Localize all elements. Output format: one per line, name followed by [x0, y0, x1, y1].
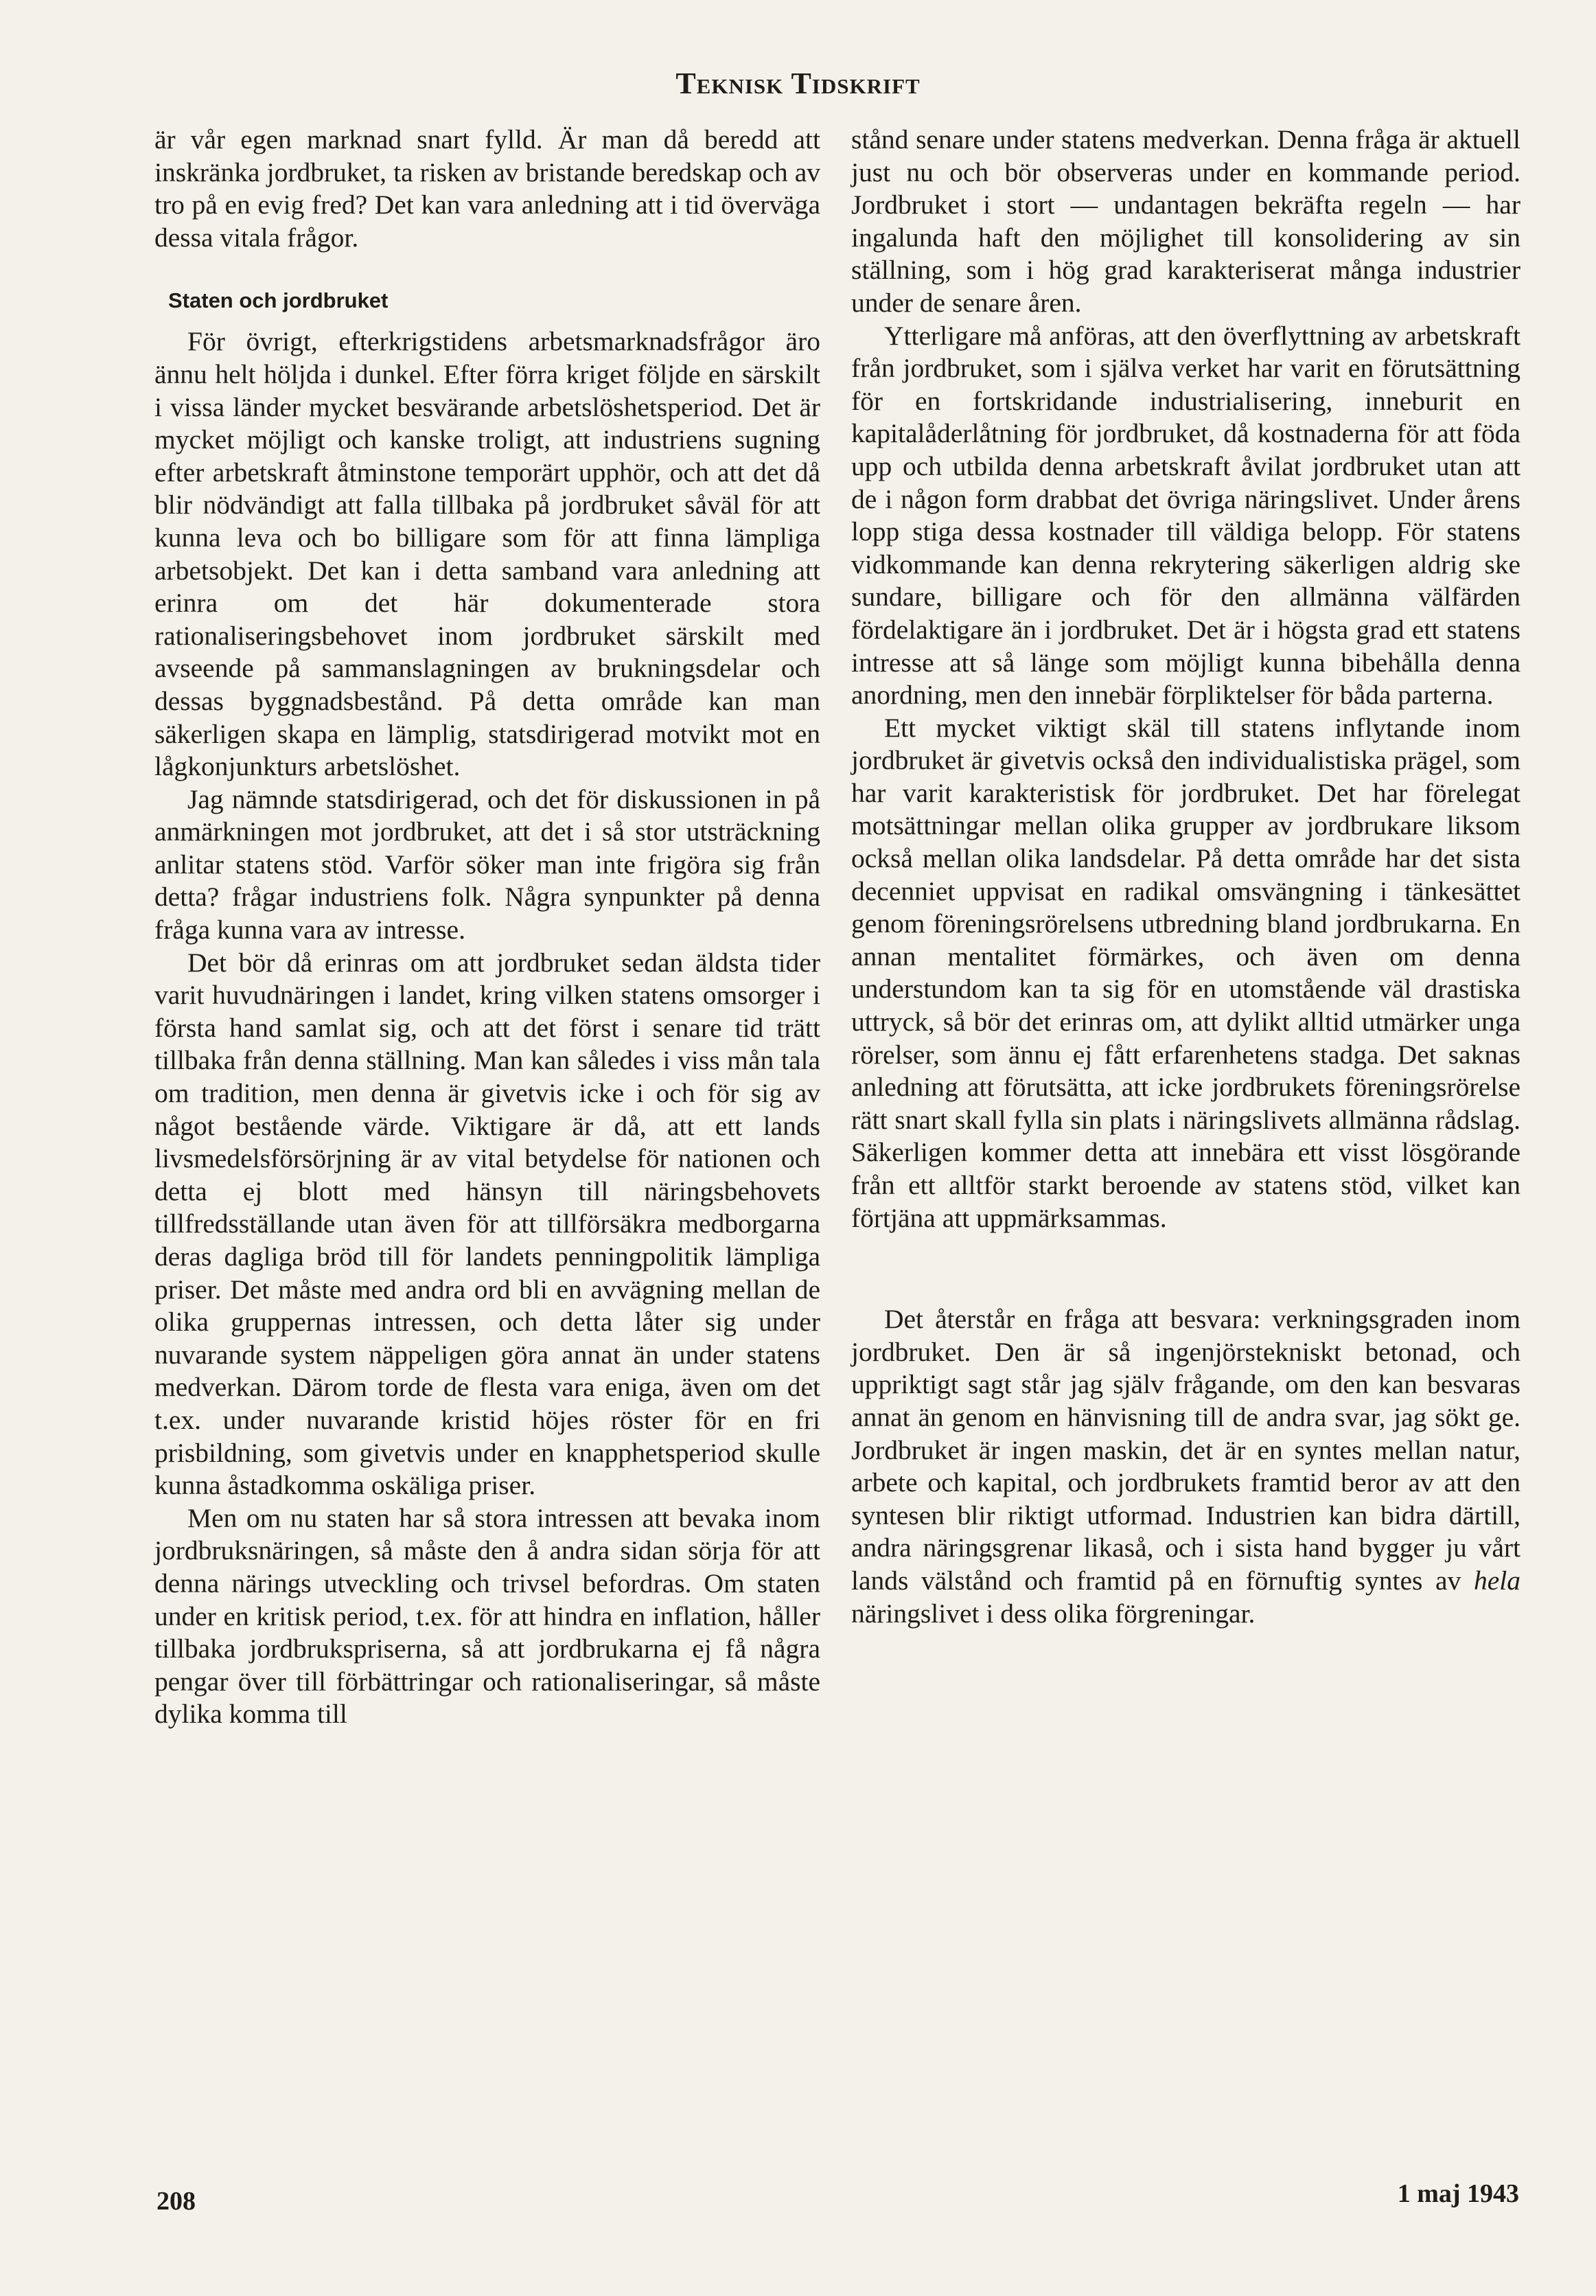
journal-header: Teknisk Tidskrift: [675, 67, 921, 100]
issue-date: 1 maj 1943: [1397, 2179, 1519, 2208]
closing-text-end: näringslivet i dess olika förgreningar.: [851, 1598, 1256, 1629]
section-gap: [851, 1235, 1520, 1303]
paragraph: Ett mycket viktigt skäl till statens inflytande inom jordbruket är givetvis också den individualistiska prägel, som har varit karakteristisk för jordbruket. Det har förelegat motsättningar mellan olika grupper av jordbrukare liksom också mellan olika landsdelar. På detta område har det sista decenniet uppvisat en radikal omsvängning i tänkesättet genom föreningsrörelsens utbredning bland jordbrukarna. En annan mentalitet förmärkes, och även om denna understundom kan ta sig för en utomstående väl drastiska uttryck, så bör det erinras om, att dylikt alltid utmärker unga rörelser, som ännu ej fått erfarenhetens stadga. Det saknas anledning att förutsätta, att icke jordbrukets föreningsrörelse rätt snart skall fylla sin plats i näringslivets allmänna rådslag. Säkerligen kommer detta att innebära ett visst lösgörande från ett alltför starkt beroende av statens stöd, vilket kan förtjäna att uppmärksammas.: [851, 712, 1520, 1233]
paragraph: Jag nämnde statsdirigerad, och det för diskussionen in på anmärkningen mot jordbruket, att det i så stor utsträckning anlitar statens stöd. Varför söker man inte frigöra sig från detta? frågar industriens folk. Några synpunkter på denna fråga kunna vara av intresse.: [154, 783, 820, 945]
emphasis-text: hela: [1473, 1565, 1520, 1596]
paragraph: stånd senare under statens medverkan. Denna fråga är aktuell just nu och bör observeras under en kommande period. Jordbruket i stort — undantagen bekräfta regeln — har ingalunda haft den möjlighet till konsolidering av sin ställning, som i hög grad karakteriserat många industrier under de senare åren.: [851, 124, 1520, 318]
right-column: [851, 124, 1520, 1630]
section-heading: Staten och jordbruket: [168, 288, 389, 313]
paragraph: Det bör då erinras om att jordbruket sedan äldsta tider varit huvudnäringen i landet, kring vilken statens omsorger i första hand samlat sig, och att det först i senare tid trätt tillbaka från denna ställning. Man kan således i viss mån tala om tradition, men denna är givetvis icke i och för sig av något bestående värde. Viktigare är då, att ett lands livsmedelsförsörjning är av vital betydelse för nationen och detta ej blott med hänsyn till näringsbehovets tillfredsställande utan även för att tillförsäkra medborgarna deras dagliga bröd till för landets penningpolitik lämpliga priser. Det måste med andra ord bli en avvägning mellan de olika gruppernas intressen, och detta låter sig under nuvarande system näppeligen göra annat än under statens medverkan. Därom torde de flesta vara eniga, även om det t.ex. under nuvarande kristid höjes röster för en fri prisbildning, som givetvis under en knapphetsperiod skulle kunna åstadkomma oskäliga priser.: [154, 947, 820, 1501]
closing-text: Det återstår en fråga att besvara: verkningsgraden inom jordbruket. Den är så ingenjörstekniskt betonad, och uppriktigt sagt står jag själv frågande, om den kan besvaras annat än genom en hänvisning till de andra svar, jag sökt ge. Jordbruket är ingen maskin, det är en syntes mellan natur, arbete och kapital, och jordbrukets framtid beror av att den syntesen blir riktigt utformad. Industrien kan bidra därtill, andra näringsgrenar likaså, och i sista hand bygger ju vårt lands välstånd och framtid på en förnuftig syntes av: [851, 1304, 1520, 1596]
paragraph: Ytterligare må anföras, att den överflyttning av arbetskraft från jordbruket, som i själva verket har varit en förutsättning för en fortskridande industrialisering, inneburit en kapitalåderlåtning för jordbruket, då kostnaderna för att föda upp och utbilda denna arbetskraft åvilat jordbruket utan att de i någon form drabbat det övriga näringslivet. Under årens lopp stiga dessa kostnader till väldiga belopp. För statens vidkommande kan denna rekrytering säkerligen aldrig ske sundare, billigare och för den allmänna välfärden fördelaktigare än i jordbruket. Det är i högsta grad ett statens intresse att så länge som möjligt kunna bibehålla denna anordning, men den innebär förpliktelser för båda parterna.: [851, 320, 1520, 711]
paragraph: är vår egen marknad snart fylld. Är man då beredd att inskränka jordbruket, ta risken av bristande beredskap och av tro på en evig fred? Det kan vara anledning att i tid överväga dessa vitala frågor.: [154, 124, 820, 253]
paragraph: Men om nu staten har så stora intressen att bevaka inom jordbruksnäringen, så måste den å andra sidan sörja för att denna närings utveckling och trivsel befordras. Om staten under en kritisk period, t.ex. för att hindra en inflation, håller tillbaka jordbrukspriserna, så att jordbrukarna ej få några pengar över till förbättringar och rationaliseringar, så måste dylika komma till: [154, 1502, 820, 1730]
closing-paragraph: [851, 1303, 1520, 1630]
paragraph: För övrigt, efterkrigstidens arbetsmarknadsfrågor äro ännu helt höljda i dunkel. Efter förra kriget följde en särskilt i vissa länder mycket besvärande arbetslöshetsperiod. Det är mycket möjligt och kanske troligt, att industriens sugning efter arbetskraft åtminstone temporärt upphör, och att det då blir nödvändigt att falla tillbaka på jordbruket såväl för att kunna leva och bo billigare som för att finna lämpliga arbetsobjekt. Det kan i detta samband vara anledning att erinra om det här dokumenterade stora rationaliseringsbehovet inom jordbruket särskilt med avseende på sammanslagningen av brukningsdelar och dessas byggnadsbestånd. På detta område kan man säkerligen skapa en lämplig, statsdirigerad motvikt mot en lågkonjunkturs arbetslöshet.: [154, 326, 820, 782]
page-number: 208: [157, 2187, 196, 2216]
left-column: [154, 124, 820, 1731]
